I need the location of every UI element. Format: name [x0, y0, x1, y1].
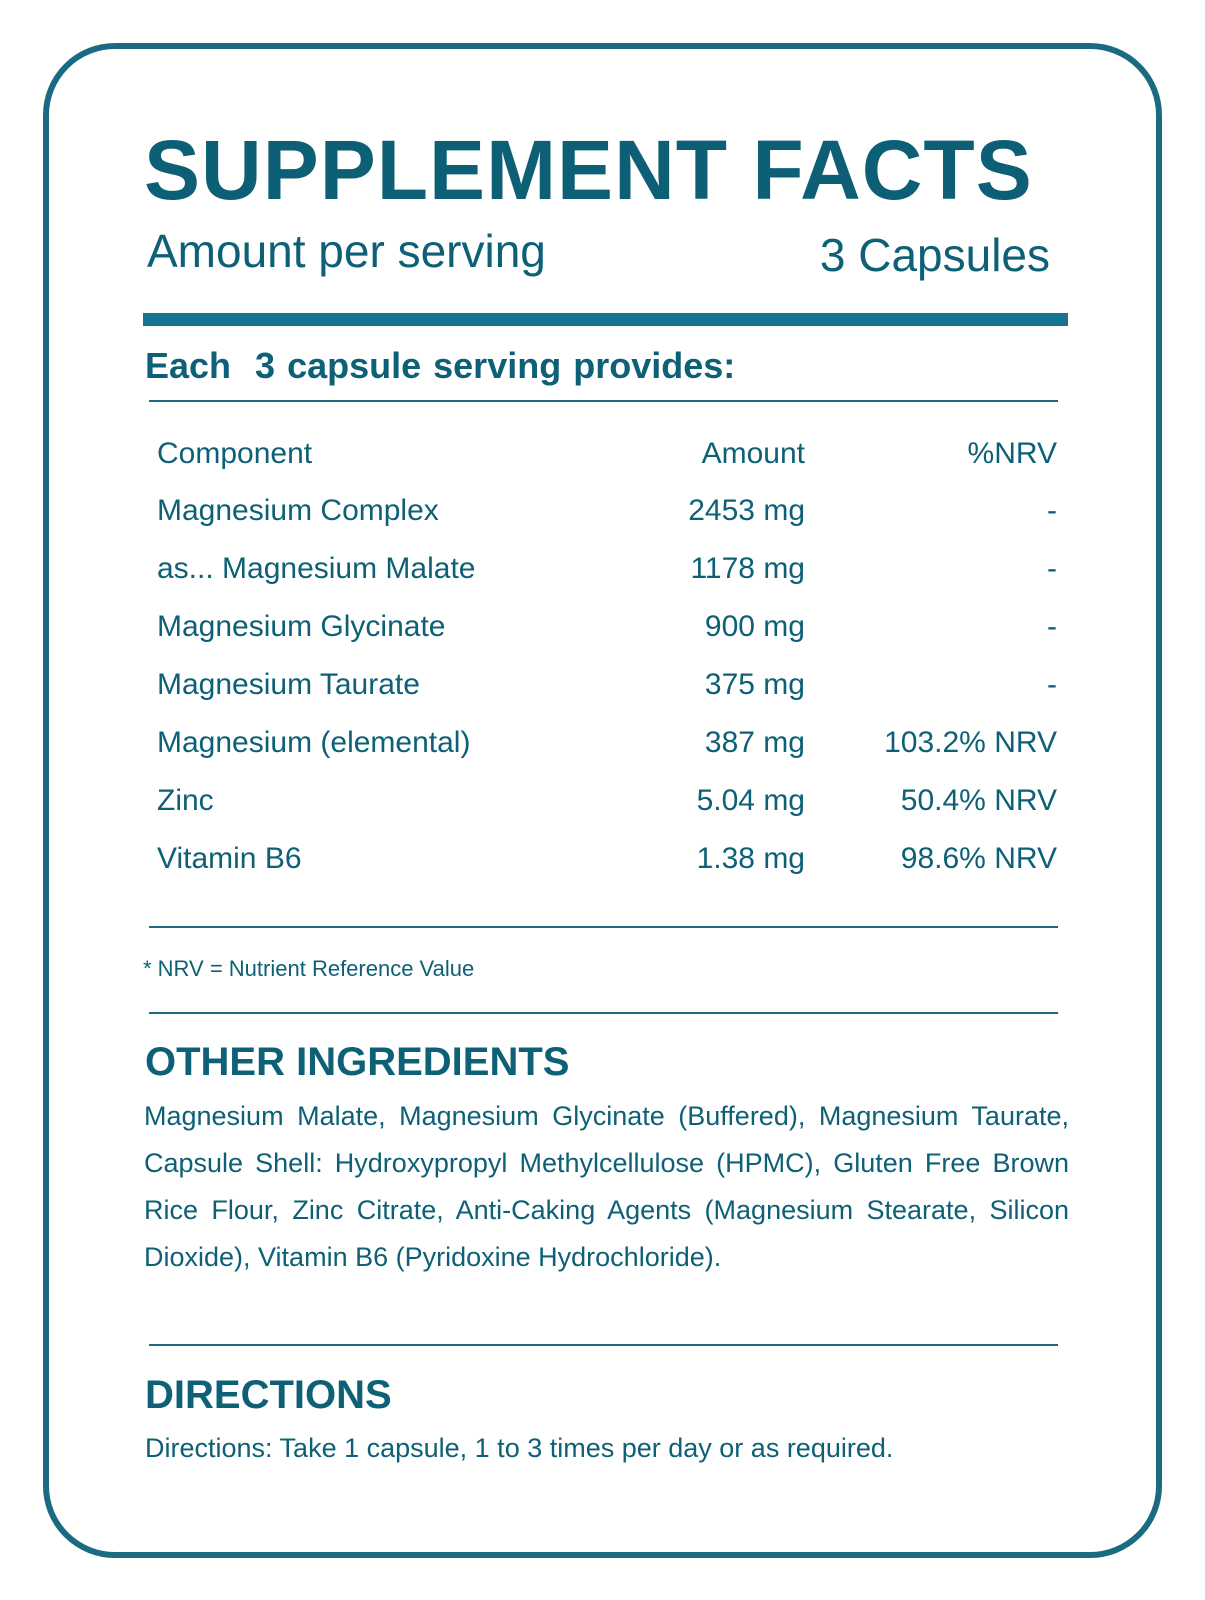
component-nrv: - — [1047, 610, 1057, 643]
panel-title: SUPPLEMENT FACTS — [144, 123, 1033, 217]
component-amount: 900 mg — [704, 610, 805, 643]
thick-divider — [143, 313, 1068, 326]
table-row — [157, 665, 1057, 705]
other-ingredients-heading: OTHER INGREDIENTS — [145, 1040, 570, 1084]
serving-size-value: 3 Capsules — [819, 229, 1050, 281]
component-nrv: - — [1047, 494, 1057, 527]
table-row — [157, 781, 1057, 821]
component-nrv: 103.2% NRV — [884, 726, 1057, 759]
component-nrv: 98.6% NRV — [900, 842, 1057, 875]
component-amount: 375 mg — [704, 668, 805, 701]
component-name: Magnesium Complex — [157, 494, 439, 527]
table-header-row — [157, 434, 1057, 474]
nrv-footnote: * NRV = Nutrient Reference Value — [143, 956, 475, 981]
component-nrv: - — [1047, 552, 1057, 585]
component-amount: 1178 mg — [690, 552, 805, 585]
component-nrv: 50.4% NRV — [900, 784, 1057, 817]
other-ingredients-text: Magnesium Malate, Magnesium Glycinate (Buffered), Magnesium Taurate, Capsule Shell: Hydroxypropyl Methylcellulose (HPMC), Gluten Free Brown Rice Flour, Zinc Citrate, Anti-Caking Agents (Magnesium Stearate, Silicon Dioxide), Vitamin B6 (Pyridoxine Hydrochloride). — [144, 1101, 1069, 1272]
table-row — [157, 723, 1057, 763]
table-row — [157, 491, 1057, 531]
component-amount: 5.04 mg — [696, 784, 805, 817]
component-name: Zinc — [157, 784, 214, 817]
divider — [149, 926, 1058, 928]
component-nrv: - — [1047, 668, 1057, 701]
divider — [149, 400, 1058, 402]
component-amount: 387 mg — [704, 726, 805, 759]
component-amount: 2453 mg — [688, 494, 805, 527]
component-name: Vitamin B6 — [157, 842, 302, 875]
directions-text: Directions: Take 1 capsule, 1 to 3 times per day or as required. — [145, 1433, 894, 1463]
column-header-amount: Amount — [701, 437, 805, 470]
table-row — [157, 839, 1057, 879]
divider — [149, 1344, 1058, 1346]
serving-statement: Each 3 capsule serving provides: — [145, 345, 736, 386]
column-header-component: Component — [157, 437, 313, 470]
amount-per-serving-label: Amount per serving — [147, 225, 546, 277]
divider — [149, 1012, 1058, 1014]
component-name: Magnesium Taurate — [157, 668, 420, 701]
table-row — [157, 607, 1057, 647]
component-name: Magnesium Glycinate — [157, 610, 446, 643]
component-name: as... Magnesium Malate — [157, 552, 476, 585]
component-amount: 1.38 mg — [696, 842, 805, 875]
column-header-nrv: %NRV — [967, 437, 1057, 470]
directions-heading: DIRECTIONS — [145, 1373, 392, 1417]
table-row — [157, 549, 1057, 589]
component-name: Magnesium (elemental) — [157, 726, 471, 759]
